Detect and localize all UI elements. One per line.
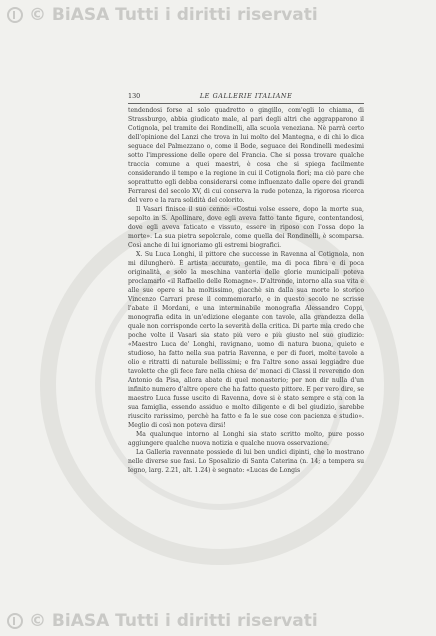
body-text bbox=[128, 106, 364, 475]
paragraph: tendendosi forse al solo quadretto o gingillo, com'egli lo chiama, di Strassburgo, abbia giudicato male, al pari degli altri che aggrapparono il Cotignola, pel tramite dei Rondinelli, alla scuola veneziana. Nè parrà certo dell'opinione del Lanzi che trova in lui molto del Mantegna, e di chi lo dica seguace del Palmezzano o, come il Bode, seguace dei Rondinelli medesimi sotto l'impressione delle opere del Francia. Che si possa trovare qualche traccia comune a quei maestri, è cosa che si spiega facilmente considerando il tempo e la regione in cui il Cotignola fiorì; ma ciò pare che soprattutto egli debba considerarsi come influenzato dalle opere dei grandi Ferraresi del secolo XV, di cui conserva la rude potenza, la rigorosa ricerca del vero e la rara solidità del colorito. bbox=[128, 107, 364, 204]
page-number: 130 bbox=[128, 92, 141, 100]
watermark-text-bottom: © BiASA Tutti i diritti riservati bbox=[29, 611, 318, 631]
paragraph: Il Vasari finisce il suo cenno: «Costui volse essere, dopo la morte sua, sepolto in S. Apollinare, dove egli aveva fatto tante figure, contentandosi, dove egli aveva faticato e vissuto, essere in riposo con l'ossa dopo la morte». La sua pietra sepolcrale, come quella dei Rondinelli, è scomparsa. Così anche di lui ignoriamo gli estremi biografici. bbox=[128, 206, 364, 249]
watermark-text-top: © BiASA Tutti i diritti riservati bbox=[29, 5, 318, 25]
biasa-logo-icon bbox=[7, 613, 23, 629]
paragraph: Ma qualunque intorno al Longhi sia stato scritto molto, pure posso aggiungere qualche nuova notizia e qualche nuova osservazione. bbox=[128, 431, 364, 447]
running-title: LE GALLERIE ITALIANE bbox=[199, 92, 293, 100]
header-rule bbox=[128, 103, 364, 104]
watermark-banner-top bbox=[0, 0, 436, 30]
watermark-banner-bottom bbox=[0, 606, 436, 636]
biasa-logo-icon bbox=[7, 7, 23, 23]
paragraph: La Galleria ravennate possiede di lui ben undici dipinti, che lo mostrano nelle diverse sue fasi. Lo Sposalizio di Santa Caterina (n. 14; a tempera su legno, larg. 2.21, alt. 1.24) è segnato: «Lucas de Longis bbox=[128, 449, 364, 474]
paragraph: X. Su Luca Longhi, il pittore che successe in Ravenna al Cotignola, non mi dilungherò. È artista accurato, gentile, ma di poca fibra e di poca originalità, e solo la meschina vanteria delle glorie municipali poteva proclamarlo «il Raffaello delle Romagne». D'altronde, intorno alla sua vita e alle sue opere si ha moltissimo, giacchè sin dalla sua morte lo storico Vincenzo Carrari prese il commemorarlo, e in questo secolo ne scrisse l'abate il Mordani, e una interminabile monografia Alessandro Coppi, monografia edita in un'edizione elegante con tavole, alla grandezza della quale non corrisponde certo la severità della critica. Di parte mia credo che poche volte il Vasari sia stato più vero e più giusto nel suo giudizio: «Maestro Luca de' Longhi, ravignano, uomo di natura buona, quieto e studioso, ha fatto nella sua patria Ravenna, e per di fuori, molte tavole a olio e ritratti di naturale bellissimi; e fra l'altre sono assai leggiadre due tavolette che gli fece fare nella chiesa de' monaci di Classi il reverendo don Antonio da Pisa, allora abate di quel monasterio; per non dir nulla d'un infinito numero d'altre opere che ha fatto questo pittore. E per vero dire, se maestro Luca fusse uscito di Ravenna, dove si è stato sempre e sta con la sua famiglia, essendo assiduo e molto diligente e di bel giudizio, sarebbe riuscito rarissimo, perchè ha fatto e fa le sue cose con pacienza e studio». Meglio di così non poteva dirsi! bbox=[128, 251, 364, 429]
